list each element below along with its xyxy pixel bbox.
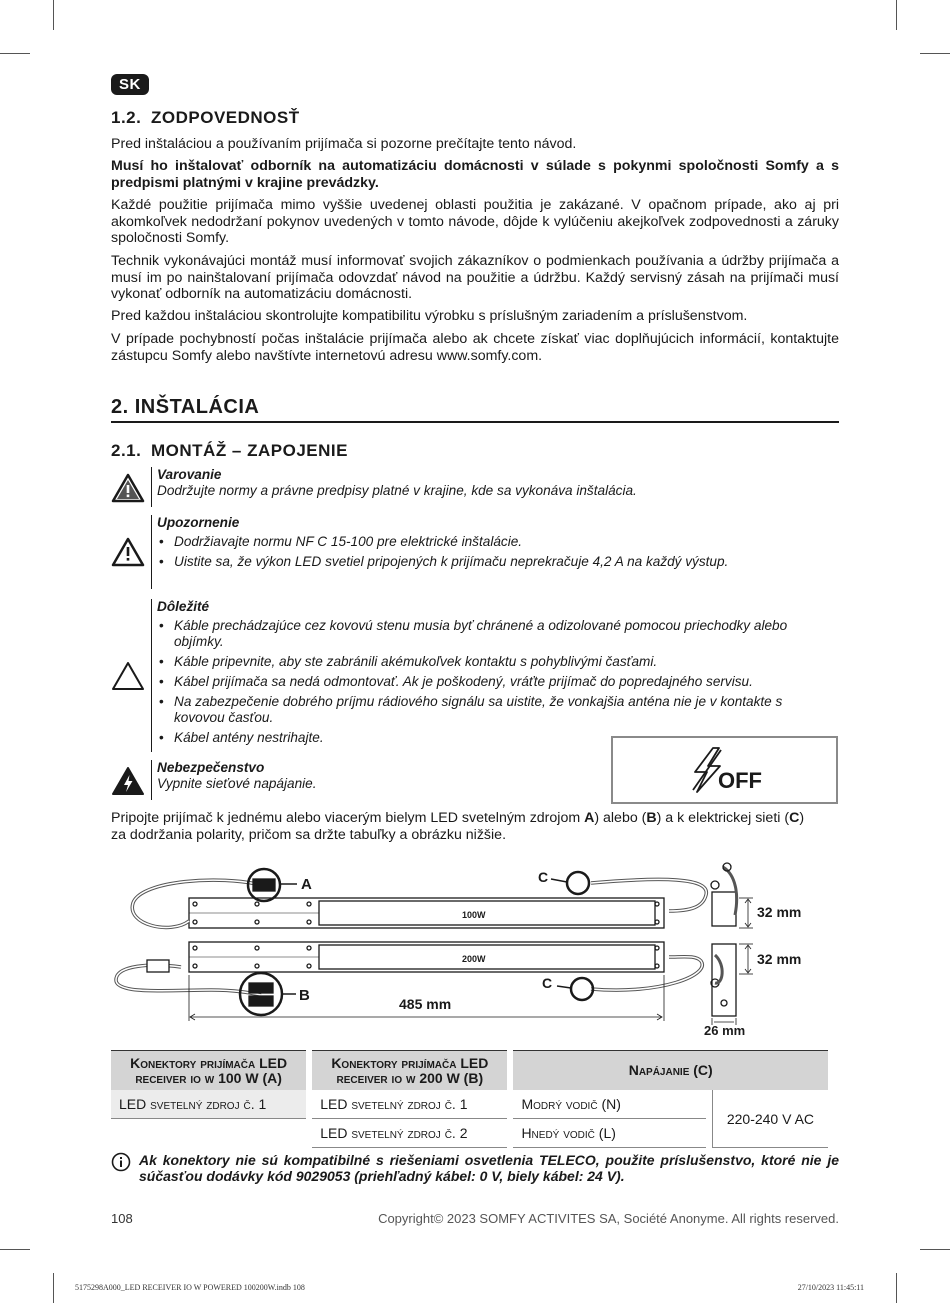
text-part: )	[799, 810, 805, 826]
text-part: ) a k elektrickej sieti (	[656, 810, 790, 826]
page-number: 108	[111, 1211, 133, 1226]
language-badge: SK	[111, 74, 149, 95]
crop-mark	[53, 1273, 54, 1303]
section-1-2-heading	[111, 108, 300, 128]
crop-mark	[896, 1273, 897, 1303]
section-title: MONTÁŽ – ZAPOJENIE	[151, 441, 348, 460]
danger-electric-icon	[111, 766, 145, 796]
crop-mark	[0, 53, 30, 54]
crop-mark	[920, 1249, 950, 1250]
ref-c: C	[789, 810, 800, 826]
crop-mark	[0, 1249, 30, 1250]
section-title: ZODPOVEDNOSŤ	[151, 108, 300, 127]
text-part: Pripojte prijímač k jednému alebo viacerým bielym LED svetelným zdrojom	[111, 810, 585, 826]
list-item: • Kábel antény nestrihajte.	[157, 730, 791, 746]
height-dimension-2: 32 mm	[757, 951, 802, 967]
important-triangle-outline-icon	[111, 661, 145, 691]
power-off-icon	[613, 738, 836, 802]
connection-instruction	[111, 810, 839, 843]
notice-bar	[151, 467, 152, 507]
header-text: receiver io w	[135, 1069, 219, 1086]
list-item: • Dodržiavajte normu NF C 15-100 pre elektrické inštalácie.	[157, 534, 811, 550]
ref-a: A	[584, 810, 595, 826]
text-part: za dodržania polarity, pričom sa držte tabuľky a obrázku nižšie.	[111, 826, 507, 843]
crop-mark	[920, 53, 950, 54]
crop-mark	[896, 0, 897, 30]
section-2-1-heading	[111, 441, 348, 461]
header-power: Napájanie (C)	[513, 1050, 828, 1090]
notice-text: Dodržujte normy a právne predpisy platné v krajine, kde sa vykonáva inštalácia.	[157, 483, 637, 498]
info-note	[111, 1152, 839, 1184]
label-c-bottom: C	[542, 975, 553, 991]
paragraph: Pred inštaláciou a používaním prijímača si pozorne prečítajte tento návod.	[111, 136, 577, 152]
caution-triangle-icon	[111, 537, 145, 567]
notice-bar	[151, 760, 152, 800]
paragraph: Pred každou inštaláciou skontrolujte kompatibilitu výrobku s príslušným zariadením a príslušenstvom.	[111, 308, 748, 324]
info-text: Ak konektory nie sú kompatibilné s riešeniami osvetlenia TELECO, použite príslušenstvo, ktoré nie je súčasťou dodávky kód 9029053 (priehľadný kábel: 0 V, biely kábel: 24 V).	[139, 1152, 839, 1184]
paragraph-bold: Musí ho inštalovať odborník na automatizáciu domácnosti v súlade s pokynmi spoločnosti Somfy a s predpismi platnými v krajine prevádzky.	[111, 158, 839, 191]
warning-triangle-filled-icon	[111, 473, 145, 503]
height-dimension-1: 32 mm	[757, 904, 802, 920]
notice-danger	[111, 760, 601, 800]
model-200w-label: 200W	[462, 954, 486, 964]
table-cell: LED svetelný zdroj č. 1	[111, 1090, 306, 1119]
section-2-heading	[111, 396, 839, 423]
header-text: Konektory prijímača LED	[331, 1054, 489, 1071]
notice-title: Varovanie	[157, 467, 222, 482]
notice-title: Nebezpečenstvo	[157, 760, 265, 775]
list-item: • Na zabezpečenie dobrého príjmu rádiového signálu sa uistite, že vonkajšia anténa nie je v kontakte s kovovou časťou.	[157, 694, 791, 726]
header-text: Konektory prijímača LED	[130, 1054, 288, 1071]
length-dimension: 485 mm	[399, 996, 452, 1012]
model-100w-label: 100W	[462, 910, 486, 920]
info-icon	[111, 1152, 131, 1172]
crop-mark	[53, 0, 54, 30]
connector-table	[105, 1050, 834, 1148]
print-slug-right: 27/10/2023 11:45:11	[797, 1283, 864, 1292]
table-cell: Hnedý vodič (L)	[513, 1119, 705, 1148]
copyright: Copyright© 2023 SOMFY ACTIVITES SA, Société Anonyme. All rights reserved.	[378, 1211, 839, 1226]
paragraph: Každé použitie prijímača mimo vyššie uvedenej oblasti použitia je zakázané. V opačnom prípade, ako aj pri akomkoľvek nedodržaní pokynov uvedených v tomto návode, dôjde k vylúčeniu akejkoľvek zodpovednosti a záruky spoločnosti Somfy.	[111, 197, 839, 246]
notice-bar	[151, 515, 152, 589]
header-200w	[312, 1050, 507, 1090]
print-slug-left: 5175298A000_LED RECEIVER IO W POWERED 100200W.indb 108	[75, 1283, 305, 1292]
header-text: 100 W (A)	[218, 1069, 282, 1086]
table-cell: LED svetelný zdroj č. 2	[312, 1119, 507, 1148]
notice-title: Dôležité	[157, 599, 210, 614]
header-100w	[111, 1050, 306, 1090]
label-a: A	[301, 876, 312, 893]
text-part: ) alebo (	[594, 810, 647, 826]
depth-dimension: 26 mm	[704, 1023, 746, 1038]
ref-b: B	[646, 810, 657, 826]
list-item: • Kábel prijímača sa nedá odmontovať. Ak je poškodený, vráťte prijímač do popredajného servisu.	[157, 674, 791, 690]
section-number: 2.	[111, 396, 129, 418]
notice-caution	[111, 515, 811, 589]
notice-important	[111, 599, 791, 752]
label-b: B	[299, 987, 310, 1004]
header-text: 200 W (B)	[419, 1069, 484, 1086]
power-off-box	[611, 736, 838, 804]
section-number: 1.2.	[111, 108, 142, 127]
section-title: INŠTALÁCIA	[134, 396, 260, 418]
list-item: • Káble pripevnite, aby ste zabránili akémukoľvek kontaktu s pohyblivými časťami.	[157, 654, 791, 670]
header-text: receiver io w	[336, 1069, 420, 1086]
notice-warning	[111, 467, 811, 507]
section-number: 2.1.	[111, 441, 142, 460]
label-c-top: C	[538, 869, 549, 885]
paragraph: V prípade pochybností počas inštalácie prijímača alebo ak chcete získať viac doplňujúcich informácií, kontaktujte zástupcu Somfy alebo navštívte internetovú adresu www.somfy.com.	[111, 331, 839, 364]
off-label: OFF	[718, 768, 762, 793]
voltage-cell: 220-240 V AC	[712, 1090, 828, 1148]
notice-bar	[151, 599, 152, 752]
table-cell: Modrý vodič (N)	[513, 1090, 705, 1119]
paragraph: Technik vykonávajúci montáž musí informovať svojich zákazníkov o podmienkach používania a údržby prijímača a musí im po nainštalovaní prijímača odovzdať návod na použitie a údržbu. Každý servisný zásah na prijímači musí vykonať odborník na automatizáciu domácnosti.	[111, 253, 839, 302]
table-cell: LED svetelný zdroj č. 1	[312, 1090, 507, 1119]
notice-text: Vypnite sieťové napájanie.	[157, 776, 317, 791]
list-item: • Káble prechádzajúce cez kovovú stenu musia byť chránené a odizolované pomocou priechodky alebo objímky.	[157, 618, 791, 650]
receiver-diagram	[111, 855, 839, 1040]
table-cell-empty	[111, 1119, 306, 1148]
list-item: • Uistite sa, že výkon LED svetiel pripojených k prijímaču neprekračuje 4,2 A na každý výstup.	[157, 554, 811, 570]
notice-title: Upozornenie	[157, 515, 240, 530]
